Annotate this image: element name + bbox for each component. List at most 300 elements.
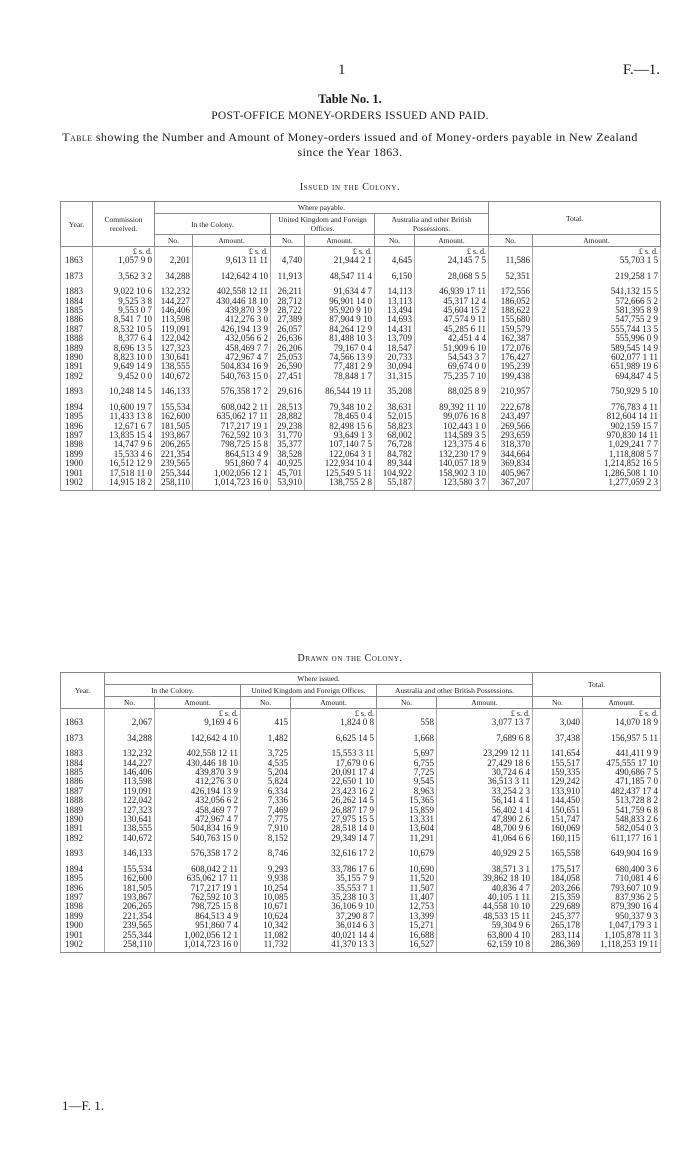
table-row [61,372,661,381]
col-commission: Commission received. [93,202,155,247]
value-cell: 1,118,808 5 7 [533,450,661,459]
value-cell: 155,534 [155,397,193,412]
value-cell: 138,555 [155,362,193,371]
value-cell: 127,323 [155,344,193,353]
value-cell: 10,671 [241,902,291,911]
value-cell: 239,565 [105,921,155,930]
value-cell: 22,650 1 10 [291,777,377,786]
value-cell: 17,679 0 6 [291,759,377,768]
currency-label: £ s. d. [583,709,661,719]
value-cell: 9,553 0 7 [93,306,155,315]
value-cell: 206,265 [155,440,193,449]
value-cell: 367,207 [489,478,533,491]
value-cell: 265,178 [533,921,583,930]
value-cell: 37,290 8 7 [291,912,377,921]
value-cell: 458,469 7 7 [155,806,241,815]
value-cell: 141,654 [533,743,583,758]
value-cell: 14,070 18 9 [583,718,661,727]
value-cell: 513,728 8 2 [583,796,661,805]
year-cell: 1889 [61,344,93,353]
value-cell: 14,915 18 2 [93,478,155,491]
value-cell: 95,920 9 10 [305,306,375,315]
value-cell: 1,047,179 3 1 [583,921,661,930]
year-cell: 1883 [61,281,93,296]
value-cell: 14,113 [375,281,415,296]
value-cell: 1,214,852 16 5 [533,459,661,468]
value-cell: 221,354 [155,450,193,459]
value-cell: 762,592 10 3 [155,893,241,902]
value-cell: 9,293 [241,859,291,874]
value-cell: 548,833 2 6 [583,815,661,824]
value-cell: 114,589 3 5 [415,431,489,440]
value-cell: 45,604 15 2 [415,306,489,315]
year-cell: 1897 [61,893,105,902]
value-cell: 40,836 4 7 [437,884,533,893]
year-cell: 1900 [61,921,105,930]
value-cell: 172,556 [489,281,533,296]
year-cell: 1890 [61,815,105,824]
value-cell: 91,634 4 7 [305,281,375,296]
value-cell: 426,194 13 9 [155,787,241,796]
year-cell: 1898 [61,440,93,449]
col-amount: Amount. [155,697,241,709]
value-cell: 48,547 11 4 [305,266,375,281]
value-cell: 490,686 7 5 [583,768,661,777]
col-amount: Amount. [437,697,533,709]
value-cell: 146,133 [105,843,155,858]
value-cell: 26,887 17 9 [291,806,377,815]
value-cell: 10,254 [241,884,291,893]
col-no: No. [105,697,155,709]
value-cell: 127,323 [105,806,155,815]
value-cell: 504,834 16 9 [155,824,241,833]
value-cell: 142,642 4 10 [155,728,241,743]
value-cell: 122,934 10 4 [305,459,375,468]
year-cell: 1895 [61,412,93,421]
col-colony: In the Colony. [155,214,271,235]
value-cell: 426,194 13 9 [193,325,271,334]
value-cell: 15,553 3 11 [291,743,377,758]
value-cell: 5,824 [241,777,291,786]
col-no: No. [155,235,193,247]
value-cell: 14,431 [375,325,415,334]
value-cell: 146,406 [105,768,155,777]
value-cell: 26,636 [271,334,305,343]
value-cell: 186,052 [489,297,533,306]
value-cell: 9,022 10 6 [93,281,155,296]
value-cell: 1,014,723 16 0 [155,940,241,953]
drawn-body [61,709,661,953]
value-cell: 11,507 [377,884,437,893]
value-cell: 159,335 [533,768,583,777]
value-cell: 35,377 [271,440,305,449]
value-cell: 138,555 [105,824,155,833]
value-cell: 89,392 11 10 [415,397,489,412]
value-cell: 88,025 8 9 [415,381,489,396]
value-cell: 195,239 [489,362,533,371]
description-text: showing the Number and Amount of Money-orders issued and of Money-orders payable in New Zealand since the Year 1863. [95,130,638,159]
value-cell: 38,571 3 1 [437,859,533,874]
value-cell: 27,429 18 6 [437,759,533,768]
year-cell: 1885 [61,306,93,315]
value-cell: 84,264 12 9 [305,325,375,334]
value-cell: 146,406 [155,306,193,315]
value-cell: 21,944 2 1 [305,256,375,265]
value-cell: 41,064 6 6 [437,834,533,843]
value-cell: 572,666 5 2 [533,297,661,306]
value-cell: 56,402 1 4 [437,806,533,815]
value-cell: 24,145 7 5 [415,256,489,265]
col-total: Total. [489,202,661,235]
value-cell: 369,834 [489,459,533,468]
value-cell: 7,725 [377,768,437,777]
value-cell: 402,558 12 11 [155,743,241,758]
year-cell: 1899 [61,912,105,921]
value-cell: 1,002,056 12 1 [155,931,241,940]
value-cell: 7,336 [241,796,291,805]
value-cell: 9,613 11 11 [193,256,271,265]
value-cell: 56,141 4 1 [437,796,533,805]
value-cell: 23,423 16 2 [291,787,377,796]
value-cell: 13,113 [375,297,415,306]
value-cell: 172,076 [489,344,533,353]
currency-label: £ s. d. [437,709,533,719]
value-cell: 26,057 [271,325,305,334]
value-cell: 122,064 3 1 [305,450,375,459]
value-cell: 82,498 15 6 [305,422,375,431]
value-cell: 119,091 [105,787,155,796]
value-cell: 5,204 [241,768,291,777]
value-cell: 1,029,241 7 7 [533,440,661,449]
value-cell: 1,002,056 12 1 [193,469,271,478]
value-cell: 837,936 2 5 [583,893,661,902]
value-cell: 1,105,878 11 3 [583,931,661,940]
value-cell: 40,925 [271,459,305,468]
table-row [61,728,661,743]
currency-label: £ s. d. [415,247,489,257]
value-cell: 156,957 5 11 [583,728,661,743]
value-cell: 458,469 7 7 [193,344,271,353]
value-cell: 222,678 [489,397,533,412]
table-row [61,381,661,396]
value-cell: 41,370 13 3 [291,940,377,953]
value-cell: 160,069 [533,824,583,833]
value-cell: 1,286,508 1 10 [533,469,661,478]
value-cell: 541,132 15 5 [533,281,661,296]
value-cell: 11,407 [377,893,437,902]
value-cell: 123,375 4 6 [415,440,489,449]
value-cell: 75,235 7 10 [415,372,489,381]
col-no: No. [489,235,533,247]
value-cell: 44,558 10 10 [437,902,533,911]
value-cell: 9,545 [377,777,437,786]
value-cell: 20,733 [375,353,415,362]
issued-body [61,247,661,491]
table-subtitle: POST-OFFICE MONEY-ORDERS ISSUED AND PAID. [211,110,489,122]
value-cell: 1,014,723 16 0 [193,478,271,491]
value-cell: 4,740 [271,256,305,265]
value-cell: 475,555 17 10 [583,759,661,768]
year-cell: 1902 [61,478,93,491]
value-cell: 221,354 [105,912,155,921]
col-no: No. [271,235,305,247]
year-cell: 1901 [61,469,93,478]
value-cell: 33,786 17 6 [291,859,377,874]
value-cell: 34,288 [155,266,193,281]
value-cell: 6,755 [377,759,437,768]
value-cell: 215,359 [533,893,583,902]
value-cell: 950,337 9 3 [583,912,661,921]
currency-label: £ s. d. [305,247,375,257]
year-cell: 1885 [61,768,105,777]
year-cell: 1899 [61,450,93,459]
value-cell: 78,848 1 7 [305,372,375,381]
value-cell: 694,847 4 5 [533,372,661,381]
value-cell: 203,266 [533,884,583,893]
value-cell: 472,967 4 7 [155,815,241,824]
value-cell: 162,387 [489,334,533,343]
value-cell: 7,689 6 8 [437,728,533,743]
value-cell: 405,967 [489,469,533,478]
year-cell: 1896 [61,884,105,893]
value-cell: 472,967 4 7 [193,353,271,362]
value-cell: 13,604 [377,824,437,833]
section-issued-heading: Issued in the Colony. [299,182,401,193]
value-cell: 38,631 [375,397,415,412]
value-cell: 1,668 [377,728,437,743]
section-drawn-heading: Drawn on the Colony. [297,653,403,664]
value-cell: 258,110 [105,940,155,953]
description-lead: Table [62,130,93,144]
value-cell: 14,693 [375,315,415,324]
value-cell: 17,518 11 0 [93,469,155,478]
col-aus: Australia and other British Possessions. [375,214,489,235]
value-cell: 602,077 1 11 [533,353,661,362]
value-cell: 160,115 [533,834,583,843]
value-cell: 29,616 [271,381,305,396]
table-row [61,266,661,281]
value-cell: 35,155 7 9 [291,874,377,883]
value-cell: 30,724 6 4 [437,768,533,777]
value-cell: 2,067 [105,718,155,727]
value-cell: 576,358 17 2 [155,843,241,858]
value-cell: 68,002 [375,431,415,440]
value-cell: 26,206 [271,344,305,353]
value-cell: 13,331 [377,815,437,824]
value-cell: 439,870 3 9 [193,306,271,315]
value-cell: 10,690 [377,859,437,874]
value-cell: 402,558 12 11 [193,281,271,296]
value-cell: 608,042 2 11 [155,859,241,874]
value-cell: 11,586 [489,256,533,265]
value-cell: 129,242 [533,777,583,786]
value-cell: 441,411 9 9 [583,743,661,758]
col-aus: Australia and other British Possessions. [377,685,533,697]
table-row [61,256,661,265]
value-cell: 9,649 14 9 [93,362,155,371]
table-title: Table No. 1. [318,92,382,106]
value-cell: 555,996 0 9 [533,334,661,343]
value-cell: 482,437 17 4 [583,787,661,796]
value-cell: 651,989 19 6 [533,362,661,371]
table-row [61,718,661,727]
year-cell: 1884 [61,297,93,306]
value-cell: 879,390 16 4 [583,902,661,911]
col-no: No. [533,697,583,709]
where-payable-heading: Where payable. [155,202,489,214]
year-cell: 1863 [61,718,105,727]
value-cell: 35,238 10 3 [291,893,377,902]
value-cell: 31,315 [375,372,415,381]
value-cell: 193,867 [155,431,193,440]
value-cell: 258,110 [155,478,193,491]
col-amount: Amount. [533,235,661,247]
value-cell: 33,254 2 3 [437,787,533,796]
value-cell: 140,672 [155,372,193,381]
value-cell: 34,288 [105,728,155,743]
value-cell: 15,271 [377,921,437,930]
value-cell: 255,344 [105,931,155,940]
value-cell: 558 [377,718,437,727]
table-row [61,843,661,858]
value-cell: 555,744 13 5 [533,325,661,334]
value-cell: 318,370 [489,440,533,449]
value-cell: 31,770 [271,431,305,440]
year-cell: 1889 [61,806,105,815]
value-cell: 776,783 4 11 [533,397,661,412]
value-cell: 39,862 18 10 [437,874,533,883]
value-cell: 28,068 5 5 [415,266,489,281]
value-cell: 430,446 18 10 [193,297,271,306]
value-cell: 130,641 [105,815,155,824]
value-cell: 11,520 [377,874,437,883]
value-cell: 104,922 [375,469,415,478]
year-cell: 1897 [61,431,93,440]
value-cell: 415 [241,718,291,727]
value-cell: 45,701 [271,469,305,478]
value-cell: 32,616 17 2 [291,843,377,858]
value-cell: 59,304 9 6 [437,921,533,930]
year-cell: 1895 [61,874,105,883]
value-cell: 52,015 [375,412,415,421]
value-cell: 13,494 [375,306,415,315]
year-cell: 1883 [61,743,105,758]
value-cell: 12,671 6 7 [93,422,155,431]
value-cell: 165,558 [533,843,583,858]
value-cell: 11,913 [271,266,305,281]
value-cell: 28,712 [271,297,305,306]
value-cell: 38,528 [271,450,305,459]
table-row [61,940,661,953]
value-cell: 8,541 7 10 [93,315,155,324]
value-cell: 30,094 [375,362,415,371]
value-cell: 36,513 3 11 [437,777,533,786]
value-cell: 16,688 [377,931,437,940]
value-cell: 412,276 3 0 [155,777,241,786]
currency-label: £ s. d. [193,247,271,257]
year-cell: 1891 [61,824,105,833]
value-cell: 8,152 [241,834,291,843]
value-cell: 162,600 [155,412,193,421]
value-cell: 51,909 6 10 [415,344,489,353]
value-cell: 26,211 [271,281,305,296]
value-cell: 181,505 [155,422,193,431]
value-cell: 239,565 [155,459,193,468]
value-cell: 3,562 3 2 [93,266,155,281]
value-cell: 45,285 6 11 [415,325,489,334]
value-cell: 102,443 1 0 [415,422,489,431]
value-cell: 142,642 4 10 [193,266,271,281]
value-cell: 762,592 10 3 [193,431,271,440]
value-cell: 40,105 1 11 [437,893,533,902]
table-row [61,281,661,296]
value-cell: 2,201 [155,256,193,265]
currency-label: £ s. d. [155,709,241,719]
value-cell: 710,081 4 6 [583,874,661,883]
value-cell: 283,114 [533,931,583,940]
value-cell: 412,276 3 0 [193,315,271,324]
currency-label: £ s. d. [291,709,377,719]
col-no: No. [241,697,291,709]
value-cell: 589,545 14 9 [533,344,661,353]
value-cell: 547,755 2 9 [533,315,661,324]
value-cell: 86,544 19 11 [305,381,375,396]
year-cell: 1887 [61,787,105,796]
col-amount: Amount. [193,235,271,247]
value-cell: 23,299 12 11 [437,743,533,758]
value-cell: 11,732 [241,940,291,953]
value-cell: 77,481 2 9 [305,362,375,371]
value-cell: 219,258 1 7 [533,266,661,281]
year-cell: 1863 [61,256,93,265]
value-cell: 8,963 [377,787,437,796]
value-cell: 229,689 [533,902,583,911]
value-cell: 1,057 9 0 [93,256,155,265]
year-cell: 1902 [61,940,105,953]
value-cell: 243,497 [489,412,533,421]
value-cell: 20,091 17 4 [291,768,377,777]
value-cell: 36,106 9 10 [291,902,377,911]
value-cell: 717,217 19 1 [155,884,241,893]
value-cell: 717,217 19 1 [193,422,271,431]
value-cell: 55,187 [375,478,415,491]
year-cell: 1892 [61,372,93,381]
value-cell: 29,349 14 7 [291,834,377,843]
year-cell: 1873 [61,266,93,281]
value-cell: 344,664 [489,450,533,459]
col-colony: In the Colony. [105,685,241,697]
value-cell: 8,746 [241,843,291,858]
value-cell: 286,369 [533,940,583,953]
value-cell: 28,518 14 0 [291,824,377,833]
year-cell: 1896 [61,422,93,431]
col-no: No. [375,235,415,247]
value-cell: 53,910 [271,478,305,491]
year-cell: 1894 [61,859,105,874]
value-cell: 138,755 2 8 [305,478,375,491]
value-cell: 7,469 [241,806,291,815]
where-issued-heading: Where issued. [105,673,533,685]
value-cell: 119,091 [155,325,193,334]
value-cell: 113,598 [155,315,193,324]
value-cell: 40,929 2 5 [437,843,533,858]
value-cell: 27,389 [271,315,305,324]
value-cell: 122,042 [105,796,155,805]
value-cell: 123,580 3 7 [415,478,489,491]
value-cell: 608,042 2 11 [193,397,271,412]
value-cell: 28,513 [271,397,305,412]
value-cell: 13,835 15 4 [93,431,155,440]
